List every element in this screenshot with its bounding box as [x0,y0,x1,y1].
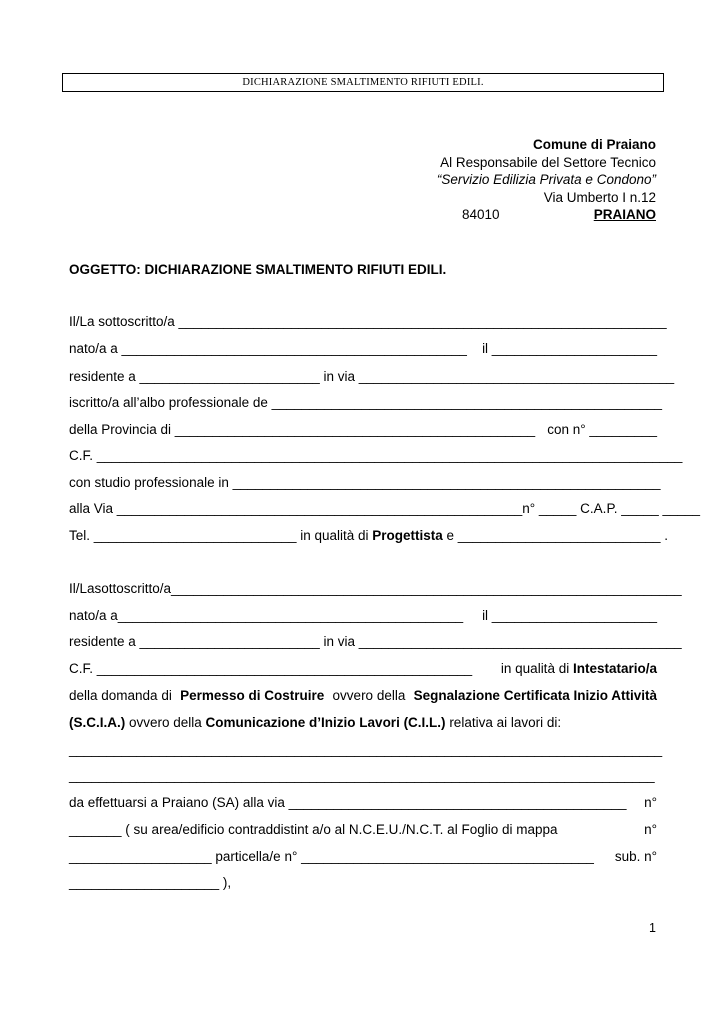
field-nato-a-2[interactable]: nato/a a______________________________________________ [69,608,464,623]
field-cap[interactable]: n° _____ C.A.P. _____ _____ [522,501,701,516]
field-provincia-num[interactable]: con n° _________ [547,422,657,437]
label-qualita-intestatario: in qualità di Intestatario/a [500,661,657,676]
recipient-cap: 84010 [462,207,500,222]
recipient-city-line [446,207,656,222]
field-particella[interactable]: ___________________ particella/e n° _______________________________________ [69,849,594,864]
field-foglio-row[interactable] [69,822,657,838]
field-via[interactable]: alla Via ______________________________________________________ [69,501,523,516]
label-numero-2: n° [644,822,657,837]
field-sottoscritto-2[interactable]: Il/Lasottoscritto/a____________________________________________________________________ [69,581,682,596]
field-sottoscritto[interactable]: Il/La sottoscritto/a _________________________________________________________________ [69,314,667,329]
recipient-responsabile: Al Responsabile del Settore Tecnico [440,155,656,170]
field-tel[interactable]: Tel. ___________________________ in qualità di [69,528,373,543]
recipient-street: Via Umberto I n.12 [543,190,656,205]
text-scia-cil: (S.C.I.A.) ovvero della Comunicazione d’Inizio Lavori (C.I.L.) relativa ai lavori di: [69,715,562,730]
field-provincia[interactable]: della Provincia di ________________________________________________ [69,422,536,437]
recipient-servizio: “Servizio Edilizia Privata e Condono” [436,172,656,187]
field-cf-2[interactable]: C.F. __________________________________________________ [69,661,473,676]
field-sub[interactable]: ____________________ ), [69,875,232,890]
page-number: 1 [649,921,656,935]
label-progettista: Progettista [372,528,443,543]
field-particella-row[interactable] [69,849,657,865]
label-numero: n° [644,795,657,810]
field-lavori-2[interactable]: ______________________________________________________________________________ [69,768,655,783]
field-nato-il[interactable] [69,341,657,357]
field-provincia-row[interactable] [69,422,657,438]
field-foglio[interactable]: _______ ( su area/edificio contraddistint a/o al N.C.E.U./N.C.T. al Foglio di mappa [69,822,558,837]
field-nato-il-date[interactable]: il ______________________ [482,341,657,356]
subject-heading: OGGETTO: DICHIARAZIONE SMALTIMENTO RIFIUTI EDILI. [69,262,447,277]
label-sub: sub. n° [614,849,657,864]
field-cf-row-2[interactable] [69,661,657,677]
field-via-praiano[interactable]: da effettuarsi a Praiano (SA) alla via _____________________________________________ [69,795,627,810]
field-residente[interactable]: residente a ________________________ in via __________________________________________ [69,369,675,384]
field-lavori-1[interactable]: _______________________________________________________________________________ [69,742,663,757]
field-cf[interactable]: C.F. ______________________________________________________________________________ [69,448,683,463]
field-nato-a[interactable]: nato/a a ______________________________________________ [69,341,467,356]
document-header-title: DICHIARAZIONE SMALTIMENTO RIFIUTI EDILI. [62,73,664,92]
field-albo[interactable]: iscritto/a all’albo professionale de ____________________________________________________ [69,395,663,410]
field-via-praiano-row[interactable] [69,795,657,811]
field-nato-il-2[interactable] [69,608,657,624]
recipient-city: PRAIANO [593,207,656,222]
recipient-comune: Comune di Praiano [532,137,656,152]
field-tel-row[interactable] [69,528,669,544]
field-via-row[interactable] [69,501,701,517]
field-nato-il-date-2[interactable]: il ______________________ [482,608,657,623]
field-residente-2[interactable]: residente a ________________________ in via ___________________________________________ [69,634,682,649]
field-tel-end[interactable]: e ___________________________ . [442,528,669,543]
text-domanda: della domanda di Permesso di Costruire ovvero della Segnalazione Certificata Inizio Attività [69,688,657,703]
field-studio[interactable]: con studio professionale in _________________________________________________________ [69,475,661,490]
